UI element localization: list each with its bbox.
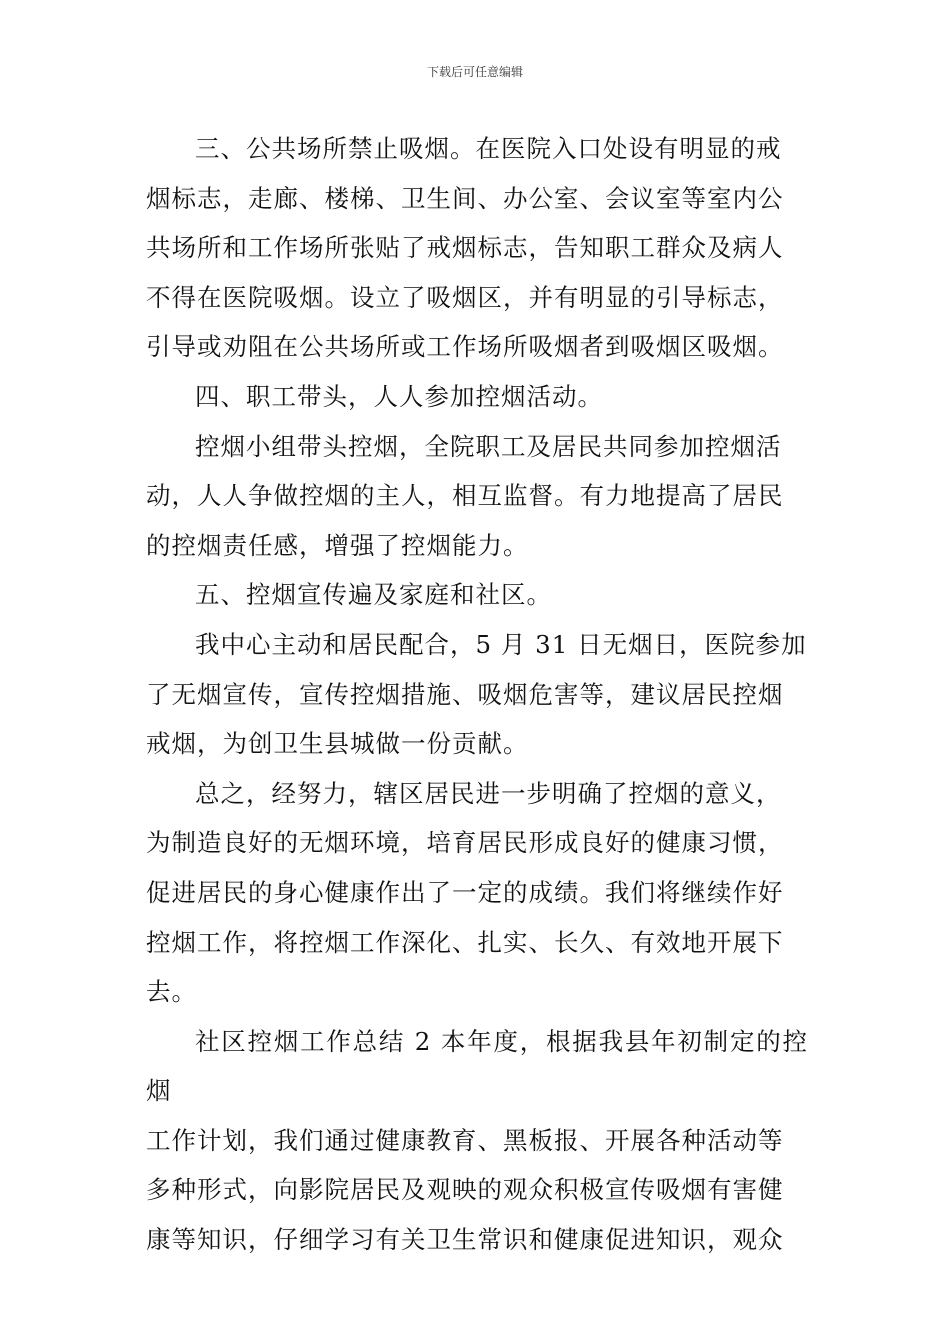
paragraph-no-tobacco-day: 我中心主动和居民配合，5 月 31 日无烟日，医院参加 了无烟宣传，宣传控烟措施、吸烟危害等，建议居民控烟 戒烟，为创卫生县城做一份贡献。 [146,629,807,759]
paragraph-public-places-smoking-ban: 三、公共场所禁止吸烟。在医院入口处设有明显的戒 烟标志，走廊、楼梯、卫生间、办公室、会议室等室内公 共场所和工作场所张贴了戒烟标志，告知职工群众及病人 不得在医院吸烟。设立了吸烟区，并有明显的引导标志， 引导或劝阻在公共场所或工作场所吸烟者到吸烟区吸烟。 [146,134,784,362]
heading-publicity-community: 五、控烟宣传遍及家庭和社区。 [195,580,552,610]
heading-staff-lead: 四、职工带头，人人参加控烟活动。 [195,381,603,411]
paragraph-control-group: 控烟小组带头控烟，全院职工及居民共同参加控烟活 动，人人争做控烟的主人，相互监督。有力地提高了居民 的控烟责任感，增强了控烟能力。 [146,431,784,560]
document-body [146,124,808,1265]
page-header: 下载后可任意编辑 [426,65,523,79]
paragraph-annual-summary: 社区控烟工作总结 2 本年度，根据我县年初制定的控烟 工作计划，我们通过健康教育、黑板报、开展各种活动等 多种形式，向影院居民及观映的观众积极宣传吸烟有害健 康等知识，仔细学习有关卫生常识和健康促进知识，观众 [146,1026,808,1255]
paragraph-summary: 总之，经努力，辖区居民进一步明确了控烟的意义， 为制造良好的无烟环境，培育居民形成良好的健康习惯， 促进居民的身心健康作出了一定的成绩。我们将继续作好 控烟工作，将控烟工作深化、扎实、长久、有效地开展下 去。 [146,778,784,1007]
